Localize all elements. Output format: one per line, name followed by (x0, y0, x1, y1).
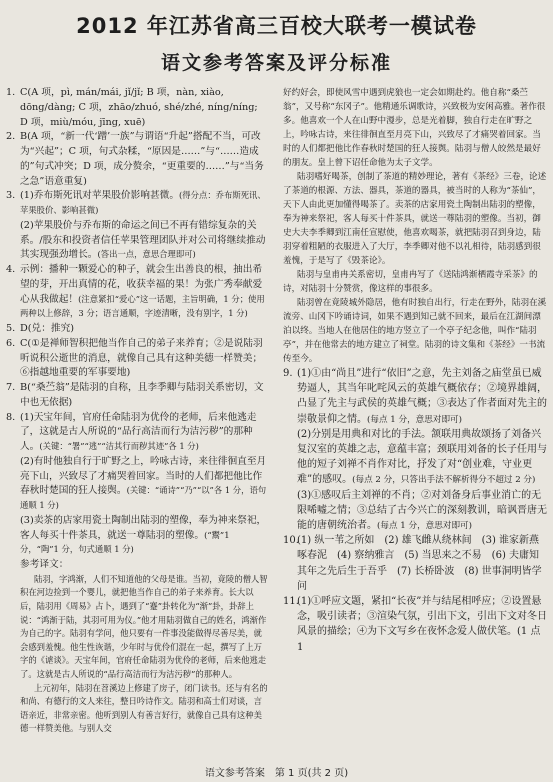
answer-item-2 (6, 130, 268, 189)
translation-paragraph: 陆羽，字鸿渐，人们不知道他的父母是谁。当初，竟陵的僧人智积在河边捡到一个婴儿，就把他当作自己的弟子来养育。长大以后，陆羽用《周易》占卜，遇到了“蹇”卦转化为“渐”卦，卦辞上说：“鸿渐于陆，其羽可用为仪。”他才用陆羽做自己的姓名，鸿渐作为自己的字。陆羽有学问，他只要有一件事没能做得尽善尽美，就会感到羞愧。他生性诙谐，少年时与优伶们混在一起，撰写了上万字的《谑谈》。天宝年间，官府任命陆羽为优伶的老师，后来他逃走了。这就是古人所说的“品行高洁而行为洁污秽”的那种人。 (20, 573, 268, 679)
translation-paragraph: 好约好会，即使风雪中遇到虎狼也一定会如期赴约。他自称“桑苎翁”，又号称“东冈子”。他精通乐调歌诗，兴致极为安闲高雅。著作很多。他喜欢一个人在山野中漫步，总是光着脚，独自行走在旷野之上，吟咏古诗，来往徘徊直至月亮下山，兴致尽了才痛哭着回家。当时的人们都把他比作春秋时楚国的狂人接舆。陆羽与僧人皎然是最好的朋友。皇上曾下诏任命他为太子文学。 (283, 88, 546, 168)
answer-text: 示例：播种一颗爱心的种子，就会生出善良的根，抽出希望的芽，开出真情的花，收获幸福的果！为张广秀奉献爱心从我做起！ (20, 264, 263, 305)
answer-item-8 (6, 411, 268, 559)
reference-translation (6, 558, 268, 736)
page-footer: 语文参考答案 第 1 页(共 2 页) (204, 768, 349, 779)
answer-text: (2)分别是用典和对比的手法。颔联用典故颂扬了刘备兴复汉室的英雄之志，意蕴丰富；颈联用刘备的长子任用与他的短子刘禅不肖作对比，抒发了对“创业难，守业更难”的感叹。 (297, 428, 547, 486)
item-number: 10. (283, 535, 299, 547)
scoring-note: (关键：“署”“逃”“洁其行而秽其迹”各 1 分) (39, 441, 199, 451)
translation-paragraph: 陆羽与皇甫冉关系密切，皇甫冉写了《送陆鸿渐栖霞寺采茶》的诗，对陆羽十分赞赏，像这样的事很多。 (283, 270, 538, 294)
scoring-note: (每点 2 分，只答出手法不解析得分不超过 2 分) (352, 475, 536, 486)
answer-item-7 (6, 381, 268, 411)
item-number: 8. (6, 411, 16, 423)
answer-text: (3)①感叹后主刘禅的不肖；②对刘备身后事业消亡的无限唏嘘之情；③总结了古今兴亡的深刻教训，暗讽晋唐无能的唐朝统治者。 (297, 489, 547, 532)
page-title: 2012 年江苏省高三百校大联考一模试卷 (76, 14, 477, 38)
answer-text: B(A 项，“新一代‘蹭’一族”与谓语“升起”搭配不当，可改为“兴起”；C 项，句式杂糅，“原因是……”与“……造成的”句式冲突；D 项，成分赘余，“更重要的……”与“当务之急”语意重复) (20, 131, 264, 187)
item-number: 1. (6, 87, 16, 98)
answer-item-6 (6, 337, 268, 381)
answer-text: (1)①由“尚且”进行“依旧”之意，先主刘备之庙堂虽已威势逼人，其当年叱咤风云的英雄气概依存；②境界雄阔，凸显了先主与武侯的英雄气概；③表达了作者面对先主的崇敬景仰之情。 (297, 368, 547, 425)
item-number: 7. (6, 382, 16, 393)
answer-item-4 (6, 263, 268, 322)
item-number: 3. (6, 190, 16, 202)
answer-text: D(兑：推究) (20, 323, 75, 334)
item-number: 11. (283, 596, 299, 608)
translation-paragraph: 陆羽嗜好喝茶，创制了茶道的精妙理论，著有《茶经》三卷，论述了茶道的根源、方法、器具，茶道的器具，被当时的人称为“茶仙”，天下人由此更加懂得喝茶了。卖茶的店家用瓷土陶制出陆羽的塑像，奉为神来祭祀，客人每买十件茶具，就送一尊陆羽的塑像。当初，御史大夫李季卿到江南任宣慰使，他喜欢喝茶，就把陆羽召到身边，陆羽穿着粗陋的衣服进入了大厅，李季卿对他不以礼相待，陆羽感到很羞愧，于是写了《毁茶论》。 (283, 172, 547, 266)
answer-text: (2)苹果股价与乔布斯的命运之间已不再有错综复杂的关系。/股东和投资者信任苹果管理团队并对公司将继续推动其实现强劲增长。 (20, 219, 266, 261)
reference-heading: 参考译文： (20, 559, 69, 570)
answer-item-5 (6, 322, 268, 337)
item-number: 2. (6, 131, 16, 143)
translation-paragraph: 陆羽曾在竟陵城外隐居，他有时独自出行，行走在野外，陆羽在溪流旁、山冈下吟诵诗词，如果不遇到知己就不回来，最后在江湖间漂泊以终。当地人在他居住的地方竖立了一个亭子纪念他，叫作“陆羽亭”，并在他常去的地方建立了祠堂。陆羽的诗文集和《茶经》一书流传至今。 (283, 298, 547, 364)
answer-text: (1)①呼应文题，紧扣“长夜”并与结尾相呼应；②设置悬念，吸引读者；③渲染气氛，引出下文，引出下文对冬日风景的描绘；④为下文写乡在夜怀念爱人做伏笔。(1 点 1 (297, 596, 547, 653)
scoring-note: (答出一点，意思合理即可) (97, 249, 196, 260)
scoring-note: (“鬻”1 分，“陶”1 分，句式通顺 1 分) (20, 529, 230, 555)
answer-item-3 (6, 189, 268, 263)
reference-translation-continued (283, 86, 548, 366)
scoring-note: (得分点：乔布斯死讯、苹果股价、影响甚微) (20, 190, 266, 215)
item-number: 5. (6, 323, 16, 334)
item-number: 9. (283, 368, 293, 379)
translation-paragraph: 上元初年，陆羽在苕溪边上修建了房子，闭门读书。还与有名的和尚、有德行的文人来往，整日吟诗作文。陆羽和高士们对谈，言语亲近，非常亲密。他听到别人有善言好行，就像自己具有这种美德一样赞美他。与别人交 (20, 682, 268, 734)
scoring-note: (关键：“诵诗”“乃”“以”各 1 分，语句通顺 1 分) (20, 485, 267, 510)
answer-text: (1)乔布斯死讯对苹果股价影响甚微。 (20, 190, 180, 202)
answer-item-9 (283, 366, 548, 533)
page-subtitle: 语文参考答案及评分标准 (160, 52, 392, 74)
answer-item-1 (6, 86, 268, 130)
answer-text: (1) 纵一苇之所如 (2) 雄飞雌从绕林间 (3) 谁家新燕啄春泥 (4) 察纳雅言 (5) 当思来之不易 (6) 夫庸知其年之先后生于吾乎 (7) 长桥卧波 (8) 世事洞明皆学问 (297, 535, 542, 592)
answer-item-11 (283, 594, 548, 655)
scoring-note: (注意紧扣“爱心”这一话题，主旨明确，1 分；使用两种以上修辞，3 分；语言通顺，字迹清晰，没有别字，1 分) (20, 293, 265, 319)
answer-text: (3)卖茶的店家用瓷土陶制出陆羽的塑像，奉为神来祭祀，客人每买十件茶具，就送一尊陆羽的塑像。 (20, 514, 267, 541)
answer-text: (2)有时他独自行于旷野之上，吟咏古诗，来往徘徊直至月亮下山，兴致尽了才痛哭着回家。当时的人们都把他比作春秋时楚国的狂人接舆。 (20, 455, 267, 497)
answer-text: C(①是禅师智积把他当作自己的弟子来养育；②是说陆羽听说积公逝世的消息，就像自己具有这种美德一样赞美；⑥指越地重要的军事要地) (20, 337, 263, 379)
answer-text: B(“桑苎翁”是陆羽的自称，且李季卿与陆羽关系密切，文中也无依据) (20, 382, 264, 408)
answer-text: C(A 项，pì, mán/mái, jǐ/jǐ; B 项，nàn, xiào, dōng/dàng; C 项，zhāo/zhuó, shé/zhé, níng/níng; D 项，miù/móu, jīng, xuē) (20, 87, 258, 128)
item-number: 6. (6, 337, 16, 349)
item-number: 4. (6, 264, 16, 275)
right-column (283, 86, 548, 655)
scoring-note: (每点 1 分，意思对即可) (367, 414, 462, 425)
answer-item-10 (283, 533, 548, 594)
answer-text: (1)天宝年间，官府任命陆羽为优伶的老师，后来他逃走了，这就是古人所说的“品行高洁而行为洁污秽”的那种人。 (20, 411, 257, 452)
scoring-note: (每点 1 分，意思对即可) (377, 521, 472, 532)
left-column (6, 86, 268, 736)
